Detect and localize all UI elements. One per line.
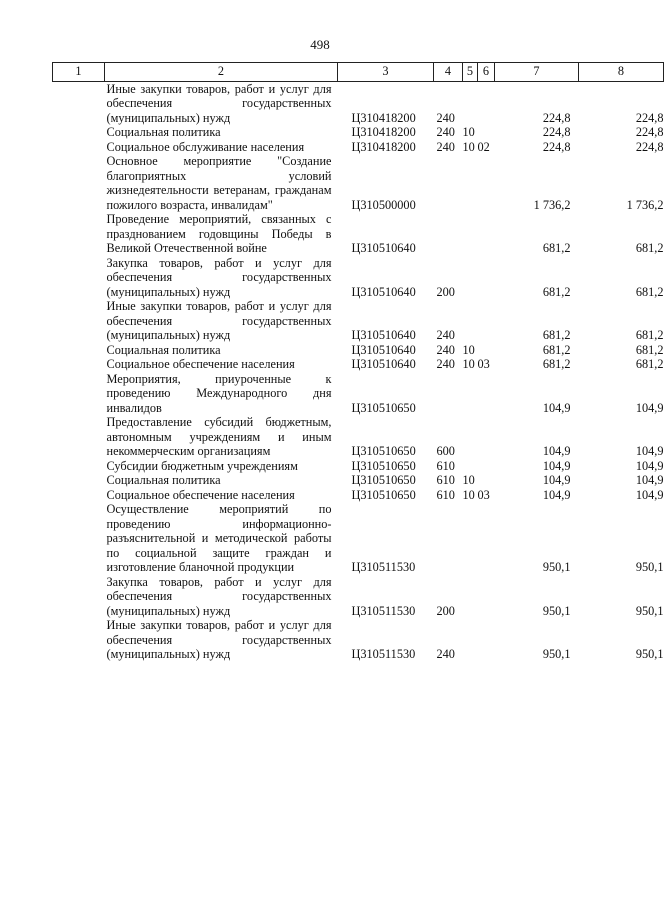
table-row bbox=[53, 618, 664, 662]
expense-type-cell: 240 bbox=[436, 139, 455, 154]
expense-type-cell: 240 bbox=[436, 125, 455, 139]
item-name-cell: Иные закупки товаров, работ и услуг для обеспечения государственных (муниципальных) нужд bbox=[106, 81, 332, 125]
item-name-cell: Иные закупки товаров, работ и услуг для обеспечения государственных (муниципальных) нужд bbox=[106, 618, 332, 661]
section-cell bbox=[463, 154, 478, 212]
amount-year2-cell: 681,2 bbox=[635, 357, 664, 371]
row-number-cell bbox=[53, 81, 105, 125]
expense-type-cell: 610 bbox=[436, 487, 455, 502]
section-cell bbox=[463, 256, 478, 300]
expense-type-cell: 240 bbox=[436, 110, 455, 125]
section-cell bbox=[463, 299, 478, 343]
subsection-cell bbox=[478, 154, 495, 212]
table-row bbox=[53, 212, 664, 256]
row-number-cell bbox=[53, 212, 105, 256]
item-name-cell: Осуществление мероприятий по проведению информационно-разъяснительной и методической работы по социальной защите граждан и изготовление бланочной продукции bbox=[106, 502, 332, 574]
table-row bbox=[53, 343, 664, 358]
table-row bbox=[53, 140, 664, 155]
target-code-cell: Ц310500000 bbox=[351, 197, 416, 212]
target-code-cell: Ц310418200 bbox=[351, 139, 416, 154]
amount-year2-cell: 224,8 bbox=[635, 139, 664, 154]
table-body bbox=[53, 81, 664, 662]
item-name-cell: Мероприятия, приуроченные к проведению Международного дня инвалидов bbox=[106, 371, 332, 415]
table-row bbox=[53, 357, 664, 372]
target-code-cell: Ц310510650 bbox=[351, 444, 416, 458]
subsection-cell bbox=[478, 502, 495, 575]
target-code-cell: Ц310510640 bbox=[351, 328, 416, 342]
section-cell: 10 bbox=[462, 139, 475, 154]
amount-year2-cell: 950,1 bbox=[635, 603, 664, 618]
section-cell: 10 bbox=[462, 487, 475, 502]
amount-year2-cell: 224,8 bbox=[635, 110, 664, 125]
row-number-cell bbox=[53, 372, 105, 416]
table-row bbox=[53, 256, 664, 300]
table-row bbox=[53, 459, 664, 474]
column-header: 8 bbox=[579, 63, 664, 82]
expense-type-cell bbox=[434, 212, 463, 256]
section-cell: 10 bbox=[462, 357, 475, 371]
column-header: 2 bbox=[105, 63, 338, 82]
item-name-cell: Субсидии бюджетным учреждениям bbox=[106, 458, 298, 473]
amount-year1-cell: 224,8 bbox=[542, 110, 571, 125]
amount-year2-cell: 104,9 bbox=[635, 400, 664, 415]
amount-year1-cell: 104,9 bbox=[542, 444, 571, 458]
subsection-cell bbox=[478, 81, 495, 125]
section-cell bbox=[463, 415, 478, 459]
amount-year1-cell: 681,2 bbox=[542, 284, 571, 299]
amount-year1-cell: 681,2 bbox=[542, 342, 571, 357]
amount-year1-cell: 950,1 bbox=[542, 560, 571, 574]
amount-year1-cell: 950,1 bbox=[542, 647, 571, 661]
amount-year2-cell: 681,2 bbox=[635, 284, 664, 299]
subsection-cell bbox=[478, 459, 495, 474]
section-cell: 10 bbox=[462, 125, 475, 139]
subsection-cell: 02 bbox=[477, 139, 490, 154]
column-header: 4 bbox=[434, 63, 463, 82]
row-number-cell bbox=[53, 357, 105, 372]
row-number-cell bbox=[53, 473, 105, 488]
target-code-cell: Ц310510640 bbox=[351, 342, 416, 357]
expense-type-cell: 610 bbox=[436, 458, 455, 473]
amount-year2-cell: 104,9 bbox=[635, 473, 664, 487]
amount-year1-cell: 681,2 bbox=[542, 357, 571, 371]
expense-type-cell: 200 bbox=[436, 603, 455, 618]
expense-type-cell: 600 bbox=[436, 444, 455, 458]
item-name-cell: Основное мероприятие "Создание благоприятных условий жизнедеятельности ветеранам, гражданам пожилого возраста, инвалидам" bbox=[106, 154, 332, 212]
item-name-cell: Закупка товаров, работ и услуг для обеспечения государственных (муниципальных) нужд bbox=[106, 574, 332, 618]
row-number-cell bbox=[53, 502, 105, 575]
section-cell bbox=[463, 459, 478, 474]
section-cell bbox=[463, 81, 478, 125]
item-name-cell: Социальная политика bbox=[106, 125, 221, 139]
row-number-cell bbox=[53, 415, 105, 459]
target-code-cell: Ц310510640 bbox=[351, 284, 416, 299]
target-code-cell: Ц310510650 bbox=[351, 473, 416, 487]
subsection-cell: 03 bbox=[477, 487, 490, 502]
amount-year1-cell: 1 736,2 bbox=[533, 197, 571, 212]
section-cell bbox=[463, 212, 478, 256]
section-cell: 10 bbox=[462, 473, 475, 487]
amount-year1-cell: 104,9 bbox=[542, 487, 571, 502]
amount-year2-cell: 104,9 bbox=[635, 444, 664, 458]
table-row bbox=[53, 473, 664, 488]
item-name-cell: Проведение мероприятий, связанных с празднованием годовщины Победы в Великой Отечественной войне bbox=[106, 212, 332, 255]
column-header: 6 bbox=[478, 63, 495, 82]
column-header: 1 bbox=[53, 63, 105, 82]
target-code-cell: Ц310510640 bbox=[351, 241, 416, 255]
amount-year2-cell: 224,8 bbox=[635, 125, 664, 139]
item-name-cell: Социальное обслуживание населения bbox=[106, 139, 305, 154]
expense-type-cell bbox=[434, 154, 463, 212]
column-header: 3 bbox=[338, 63, 434, 82]
section-cell bbox=[463, 575, 478, 619]
target-code-cell: Ц310418200 bbox=[351, 125, 416, 139]
subsection-cell bbox=[478, 575, 495, 619]
row-number-cell bbox=[53, 256, 105, 300]
row-number-cell bbox=[53, 125, 105, 140]
target-code-cell: Ц310418200 bbox=[351, 110, 416, 125]
row-number-cell bbox=[53, 299, 105, 343]
item-name-cell: Иные закупки товаров, работ и услуг для обеспечения государственных (муниципальных) нужд bbox=[106, 299, 332, 342]
amount-year2-cell: 104,9 bbox=[635, 458, 664, 473]
amount-year1-cell: 224,8 bbox=[542, 125, 571, 139]
amount-year1-cell: 681,2 bbox=[542, 241, 571, 255]
amount-year2-cell: 104,9 bbox=[635, 487, 664, 502]
target-code-cell: Ц310510640 bbox=[351, 357, 416, 371]
table-row bbox=[53, 125, 664, 140]
amount-year2-cell: 681,2 bbox=[635, 328, 664, 342]
row-number-cell bbox=[53, 488, 105, 503]
amount-year1-cell: 950,1 bbox=[542, 603, 571, 618]
amount-year2-cell: 681,2 bbox=[635, 241, 664, 255]
section-cell bbox=[463, 502, 478, 575]
subsection-cell bbox=[478, 212, 495, 256]
expense-type-cell: 240 bbox=[436, 342, 455, 357]
item-name-cell: Социальное обеспечение населения bbox=[106, 487, 295, 502]
table-row bbox=[53, 575, 664, 619]
budget-table bbox=[52, 62, 664, 662]
target-code-cell: Ц310511530 bbox=[351, 647, 416, 661]
expense-type-cell: 240 bbox=[436, 328, 455, 342]
target-code-cell: Ц310511530 bbox=[351, 603, 416, 618]
target-code-cell: Ц310510650 bbox=[351, 458, 416, 473]
item-name-cell: Социальная политика bbox=[106, 473, 221, 487]
column-header: 5 bbox=[463, 63, 478, 82]
subsection-cell bbox=[478, 299, 495, 343]
amount-year2-cell: 950,1 bbox=[635, 647, 664, 661]
column-header: 7 bbox=[495, 63, 579, 82]
row-number-cell bbox=[53, 459, 105, 474]
subsection-cell: 03 bbox=[477, 357, 490, 371]
table-row bbox=[53, 299, 664, 343]
amount-year2-cell: 681,2 bbox=[635, 342, 664, 357]
table-row bbox=[53, 502, 664, 575]
amount-year1-cell: 224,8 bbox=[542, 139, 571, 154]
expense-type-cell: 240 bbox=[436, 357, 455, 371]
subsection-cell bbox=[478, 256, 495, 300]
table-row bbox=[53, 415, 664, 459]
target-code-cell: Ц310510650 bbox=[351, 487, 416, 502]
row-number-cell bbox=[53, 618, 105, 662]
item-name-cell: Социальное обеспечение населения bbox=[106, 357, 295, 371]
item-name-cell: Закупка товаров, работ и услуг для обеспечения государственных (муниципальных) нужд bbox=[106, 255, 332, 299]
table-row bbox=[53, 81, 664, 125]
amount-year2-cell: 1 736,2 bbox=[626, 197, 664, 212]
subsection-cell bbox=[478, 618, 495, 662]
amount-year1-cell: 681,2 bbox=[542, 328, 571, 342]
amount-year1-cell: 104,9 bbox=[542, 400, 571, 415]
row-number-cell bbox=[53, 140, 105, 155]
table-row bbox=[53, 488, 664, 503]
expense-type-cell: 200 bbox=[436, 284, 455, 299]
expense-type-cell bbox=[434, 372, 463, 416]
expense-type-cell: 240 bbox=[436, 647, 455, 661]
section-cell: 10 bbox=[462, 342, 475, 357]
table-header-row bbox=[53, 63, 664, 82]
subsection-cell bbox=[478, 372, 495, 416]
section-cell bbox=[463, 372, 478, 416]
subsection-cell bbox=[478, 343, 495, 358]
subsection-cell bbox=[478, 125, 495, 140]
item-name-cell: Социальная политика bbox=[106, 342, 221, 357]
amount-year1-cell: 104,9 bbox=[542, 473, 571, 487]
target-code-cell: Ц310511530 bbox=[351, 560, 416, 574]
target-code-cell: Ц310510650 bbox=[351, 400, 416, 415]
item-name-cell: Предоставление субсидий бюджетным, автономным учреждениям и иным некоммерческим организациям bbox=[106, 415, 332, 458]
expense-type-cell: 610 bbox=[436, 473, 455, 487]
expense-type-cell bbox=[434, 502, 463, 575]
subsection-cell bbox=[478, 415, 495, 459]
section-cell bbox=[463, 618, 478, 662]
page-number: 498 bbox=[310, 37, 330, 52]
amount-year1-cell: 104,9 bbox=[542, 458, 571, 473]
row-number-cell bbox=[53, 343, 105, 358]
subsection-cell bbox=[478, 473, 495, 488]
row-number-cell bbox=[53, 575, 105, 619]
table-row bbox=[53, 372, 664, 416]
amount-year2-cell: 950,1 bbox=[635, 560, 664, 574]
row-number-cell bbox=[53, 154, 105, 212]
table-row bbox=[53, 154, 664, 212]
